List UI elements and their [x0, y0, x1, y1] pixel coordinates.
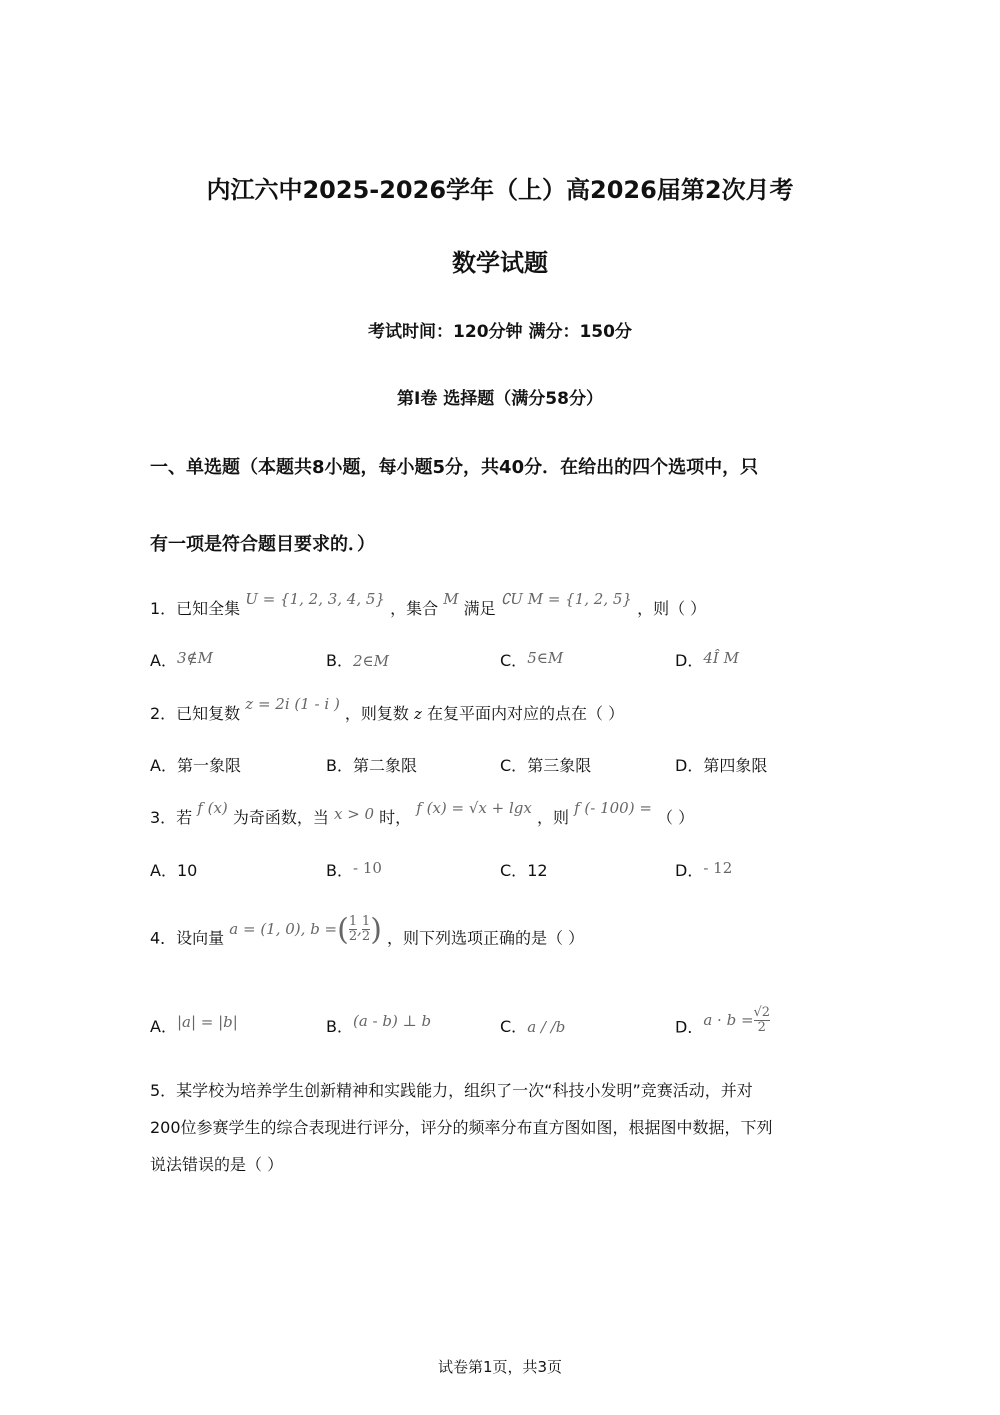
q3-option-b[interactable] [326, 858, 382, 881]
option-math: |a| = |b| [176, 1013, 238, 1031]
q1-option-b[interactable] [326, 648, 389, 671]
option-label: C． [500, 756, 528, 775]
page-footer: 试卷第1页，共3页 [437, 1358, 563, 1376]
question-1 [150, 590, 850, 619]
option-math: 5∈M [527, 649, 564, 667]
q2-var: z [414, 705, 422, 723]
option-text: 第四象限 [703, 756, 768, 775]
exam-subject: 数学试题 [452, 249, 548, 277]
option-label: B． [326, 756, 353, 775]
q1-option-c[interactable] [500, 648, 563, 671]
option-label: D． [675, 756, 704, 775]
q2-option-c[interactable] [500, 753, 591, 776]
question-3 [150, 799, 850, 828]
exam-info: 考试时间：120分钟 满分：150分 [368, 322, 632, 342]
q3-option-d[interactable] [675, 858, 732, 881]
frac-num: √2 [753, 1005, 771, 1020]
option-label: B． [326, 861, 353, 880]
q1-complement: ∁U M = {1, 2, 5} [500, 590, 632, 608]
option-label: C． [500, 1017, 528, 1036]
option-label: A． [150, 651, 177, 670]
q3-prefix: 3．若 [150, 808, 193, 827]
frac-den: 2 [348, 929, 358, 944]
option-math: - 12 [703, 859, 733, 877]
option-math: 10 [176, 861, 198, 880]
option-text: 第二象限 [352, 756, 417, 775]
q2-suffix: ，则复数 [344, 704, 409, 723]
frac-den: 2 [754, 1020, 771, 1035]
q4-option-d[interactable] [675, 1005, 771, 1043]
q2-suffix2: 在复平面内对应的点在（ ） [427, 704, 625, 723]
q5-line1: 5．某学校为培养学生创新精神和实践能力，组织了一次“科技小发明”竞赛活动，并对 [150, 1081, 753, 1100]
q1-suffix: ，则（ ） [637, 599, 707, 618]
q3-suffix: （ ） [656, 808, 695, 827]
section-heading-line2: 有一项是符合题目要求的．） [150, 534, 375, 555]
frac-num: 1 [361, 914, 371, 929]
q5-line2: 200位参赛学生的综合表现进行评分，评分的频率分布直方图如图，根据图中数据，下列 [150, 1118, 773, 1137]
q3-mid2: 时， [379, 808, 412, 827]
q2-options [150, 753, 850, 783]
q4-options [150, 1005, 850, 1044]
q2-prefix: 2．已知复数 [150, 704, 241, 723]
q3-options [150, 858, 850, 888]
q4-option-a[interactable] [150, 1014, 238, 1037]
exam-title: 内江六中2025-2026学年（上）高2026届第2次月考 [206, 176, 794, 204]
frac-den: 2 [361, 929, 371, 944]
q4-vectors: a = (1, 0), b = [229, 919, 338, 938]
option-label: A． [150, 756, 177, 775]
q1-universal-set: U = {1, 2, 3, 4, 5} [245, 590, 385, 608]
option-math: 3∉M [176, 649, 213, 667]
question-5 [150, 1072, 850, 1183]
q2-option-b[interactable] [326, 753, 417, 776]
option-text: 第一象限 [176, 756, 241, 775]
q2-option-a[interactable] [150, 753, 241, 776]
option-label: A． [150, 1017, 177, 1036]
option-math: 2∈M [352, 652, 389, 670]
q1-option-a[interactable] [150, 648, 213, 671]
option-math: a · b = [703, 1010, 754, 1029]
option-label: C． [500, 861, 528, 880]
question-2 [150, 695, 850, 724]
question-4 [150, 912, 850, 957]
q3-condition: x > 0 [333, 805, 375, 823]
q3-mid: 为奇函数，当 [232, 808, 329, 827]
option-math: a / /b [527, 1018, 566, 1036]
option-math: 12 [527, 861, 548, 880]
q4-option-b[interactable] [326, 1014, 431, 1037]
option-label: A． [150, 861, 177, 880]
section-heading-line1: 一、单选题（本题共8小题，每小题5分，共40分．在给出的四个选项中，只 [150, 457, 759, 478]
q3-fx: f (x) [197, 799, 228, 817]
q1-mid2: 满足 [463, 599, 496, 618]
option-label: B． [326, 651, 353, 670]
option-math: (a - b) ⊥ b [352, 1012, 432, 1030]
option-math: 4Î M [703, 649, 739, 667]
q4-suffix: ，则下列选项正确的是（ ） [387, 928, 585, 948]
option-label: C． [500, 651, 528, 670]
frac-num: 1 [348, 914, 358, 929]
q4-option-c[interactable] [500, 1014, 565, 1037]
option-label: B． [326, 1017, 353, 1036]
q3-mid3: ，则 [536, 808, 569, 827]
option-label: D． [675, 1017, 704, 1037]
q4-prefix: 4．设向量 [150, 928, 225, 948]
q1-prefix: 1．已知全集 [150, 599, 241, 618]
q4-vector-b-value: ( $\frac{1}{2}$ , $\frac{1}{2}$ ) [337, 912, 382, 947]
option-label: D． [675, 861, 704, 880]
option-math: - 10 [352, 859, 382, 877]
q3-option-a[interactable] [150, 858, 197, 881]
q3-ask: f (- 100) = [574, 799, 652, 817]
q1-option-d[interactable] [675, 648, 739, 671]
q5-line3: 说法错误的是（ ） [150, 1155, 284, 1174]
q1-set-m: M [443, 590, 459, 608]
part-title: 第I卷 选择题（满分58分） [397, 389, 603, 409]
q3-definition: f (x) = √x + lgx [416, 799, 532, 817]
q1-options [150, 648, 850, 678]
option-label: D． [675, 651, 704, 670]
q1-mid: ，集合 [390, 599, 439, 618]
option-text: 第三象限 [527, 756, 592, 775]
q3-option-c[interactable] [500, 858, 548, 881]
q2-complex-number: z = 2i (1 - i ) [245, 695, 340, 713]
q2-option-d[interactable] [675, 753, 767, 776]
